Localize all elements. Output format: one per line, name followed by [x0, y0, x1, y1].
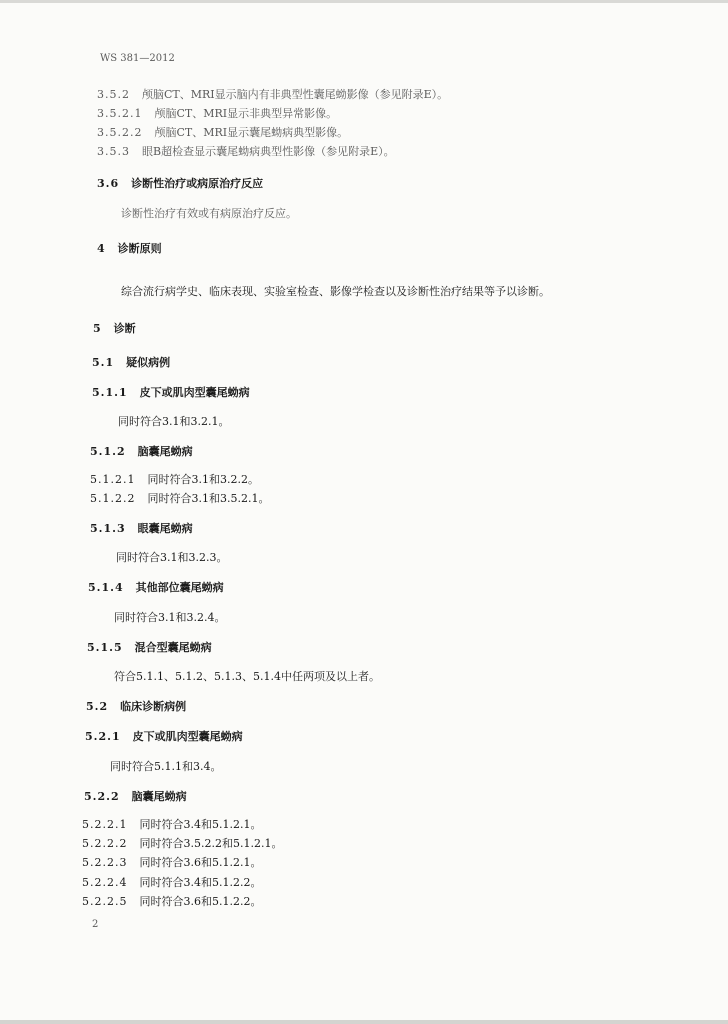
clause-text: 同时符合3.4和5.1.2.2。: [139, 876, 262, 889]
clause-3-5-2: [97, 88, 448, 102]
heading-5-2-2: [84, 790, 187, 804]
paragraph-3-6: 诊断性治疗有效或有病原治疗反应。: [121, 207, 297, 220]
heading-text: 脑囊尾蚴病: [131, 790, 187, 803]
clause-5-2-2-2: [82, 837, 282, 851]
heading-text: 混合型囊尾蚴病: [134, 641, 212, 654]
heading-3-6: [97, 177, 263, 191]
heading-5-1: [92, 356, 170, 370]
clause-number: 5.2.2.4: [82, 876, 128, 889]
clause-text: 同时符合3.1和3.5.2.1。: [147, 492, 270, 505]
clause-text: 颅脑CT、MRI显示非典型异常影像。: [154, 107, 338, 120]
clause-text: 颅脑CT、MRI显示脑内有非典型性囊尾蚴影像（参见附录E）。: [142, 88, 449, 101]
heading-5-2-1: [85, 730, 243, 744]
heading-number: 5.1: [92, 356, 115, 369]
clause-3-5-2-2: [97, 126, 348, 140]
clause-text: 同时符合3.1和3.2.2。: [147, 473, 259, 486]
clause-number: 3.5.2: [97, 88, 130, 101]
clause-number: 5.1.2.1: [90, 473, 136, 486]
scan-top-edge: [0, 0, 728, 3]
clause-5-1-2-1: [90, 473, 259, 487]
heading-5-1-3: [90, 522, 193, 536]
clause-number: 5.1.2.2: [90, 492, 136, 505]
clause-number: 3.5.3: [97, 145, 130, 158]
clause-number: 5.2.2.3: [82, 856, 128, 869]
clause-text: 同时符合3.5.2.2和5.1.2.1。: [139, 837, 283, 850]
heading-number: 5.2: [86, 700, 109, 713]
heading-number: 5.1.4: [88, 581, 124, 594]
clause-text: 颅脑CT、MRI显示囊尾蚴病典型影像。: [154, 126, 349, 139]
document-code: WS 381—2012: [100, 53, 175, 64]
heading-4: [97, 242, 162, 256]
clause-number: 5.2.2.5: [82, 895, 128, 908]
clause-text: 同时符合3.6和5.1.2.1。: [139, 856, 262, 869]
clause-number: 3.5.2.1: [97, 107, 143, 120]
heading-5-1-2: [90, 445, 193, 459]
clause-5-2-2-5: [82, 895, 261, 909]
heading-text: 眼囊尾蚴病: [137, 522, 193, 535]
paragraph-4: 综合流行病学史、临床表现、实验室检查、影像学检查以及诊断性治疗结果等予以诊断。: [121, 285, 550, 298]
scan-bottom-edge: [0, 1020, 728, 1024]
clause-5-1-2-2: [90, 492, 269, 506]
clause-text: 眼B超检查显示囊尾蚴病典型性影像（参见附录E）。: [142, 145, 395, 158]
heading-number: 5.2.2: [84, 790, 120, 803]
heading-5-1-5: [87, 641, 212, 655]
heading-5-2: [86, 700, 186, 714]
paragraph-5-1-3: 同时符合3.1和3.2.3。: [116, 551, 228, 564]
clause-text: 同时符合3.6和5.1.2.2。: [139, 895, 262, 908]
heading-number: 5.1.1: [92, 386, 128, 399]
clause-5-2-2-1: [82, 818, 261, 832]
clause-5-2-2-4: [82, 876, 261, 890]
heading-text: 皮下或肌肉型囊尾蚴病: [139, 386, 250, 399]
heading-text: 诊断原则: [117, 242, 162, 255]
heading-number: 5.1.3: [90, 522, 126, 535]
heading-text: 脑囊尾蚴病: [137, 445, 193, 458]
clause-5-2-2-3: [82, 856, 261, 870]
heading-number: 5.1.2: [90, 445, 126, 458]
heading-number: 5.2.1: [85, 730, 121, 743]
heading-number: 3.6: [97, 177, 120, 190]
clause-3-5-3: [97, 145, 395, 159]
heading-text: 临床诊断病例: [120, 700, 187, 713]
clause-number: 5.2.2.1: [82, 818, 128, 831]
heading-number: 5: [93, 322, 102, 335]
page-number: 2: [92, 919, 99, 930]
paragraph-5-2-1: 同时符合5.1.1和3.4。: [110, 760, 222, 773]
clause-3-5-2-1: [97, 107, 337, 121]
heading-text: 诊断性治疗或病原治疗反应: [131, 177, 264, 190]
heading-5-1-1: [92, 386, 250, 400]
heading-number: 5.1.5: [87, 641, 123, 654]
heading-number: 4: [97, 242, 106, 255]
heading-text: 疑似病例: [126, 356, 171, 369]
heading-text: 其他部位囊尾蚴病: [135, 581, 224, 594]
clause-text: 同时符合3.4和5.1.2.1。: [139, 818, 262, 831]
paragraph-5-1-5: 符合5.1.1、5.1.2、5.1.3、5.1.4中任两项及以上者。: [114, 670, 380, 683]
heading-5-1-4: [88, 581, 224, 595]
clause-number: 5.2.2.2: [82, 837, 128, 850]
heading-text: 诊断: [113, 322, 136, 335]
paragraph-5-1-1: 同时符合3.1和3.2.1。: [118, 415, 230, 428]
heading-text: 皮下或肌肉型囊尾蚴病: [132, 730, 243, 743]
paragraph-5-1-4: 同时符合3.1和3.2.4。: [114, 611, 226, 624]
clause-number: 3.5.2.2: [97, 126, 143, 139]
heading-5: [93, 322, 136, 336]
